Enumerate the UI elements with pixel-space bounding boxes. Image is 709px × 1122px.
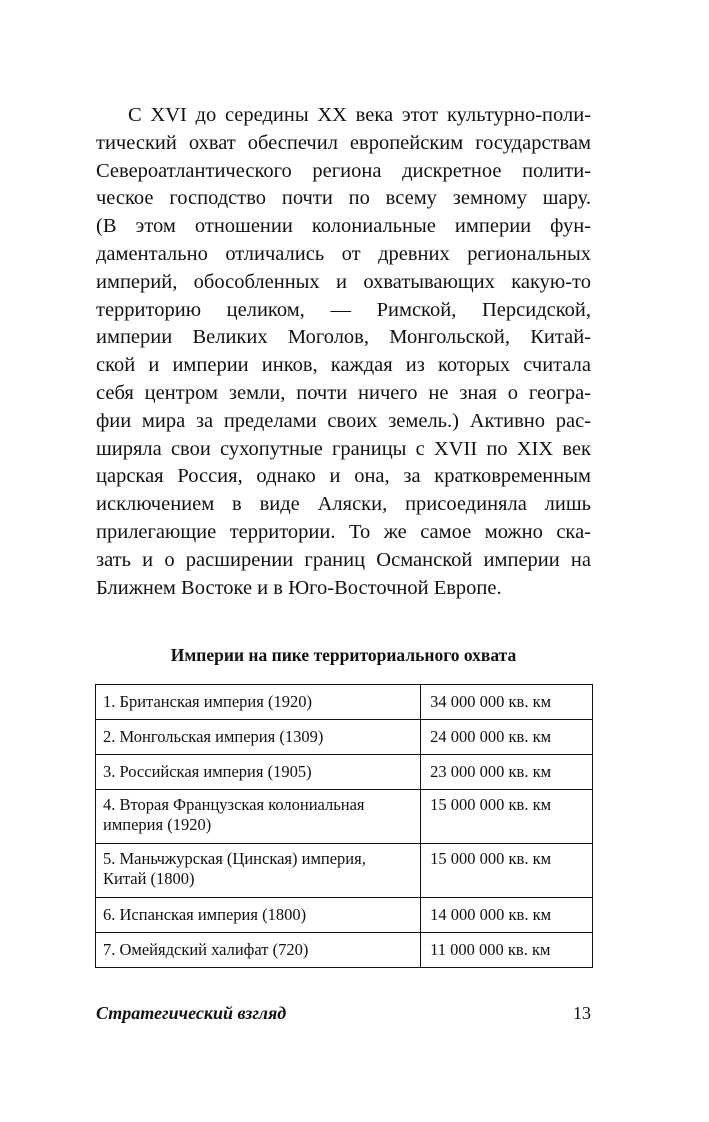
empire-area-cell: 15 000 000 кв. км [421, 844, 593, 898]
paragraph-line: зать и о расширении границ Османской империи на [96, 548, 591, 571]
table-row [96, 790, 593, 844]
empire-name-line: Китай (1800) [103, 869, 195, 888]
empire-name-line: 5. Маньчжурская (Цинская) империя, [103, 849, 366, 868]
paragraph-line: тический охват обеспечил европейским государствам [96, 131, 591, 154]
empire-area-cell: 14 000 000 кв. км [421, 898, 593, 933]
empire-name-line: 4. Вторая Французская колониальная [103, 795, 365, 814]
empire-area-cell: 15 000 000 кв. км [421, 790, 593, 844]
empire-name-cell: 1. Британская империя (1920) [96, 685, 421, 720]
empire-area-cell: 34 000 000 кв. км [421, 685, 593, 720]
paragraph-line: территорию целиком, — Римской, Персидской, [96, 298, 591, 321]
body-paragraph [96, 102, 591, 602]
empire-area-cell: 23 000 000 кв. км [421, 755, 593, 790]
paragraph-line: исключением в виде Аляски, присоединяла лишь [96, 493, 591, 516]
table-row [96, 844, 593, 898]
paragraph-line: Североатлантического региона дискретное полити- [96, 159, 591, 182]
page-footer [96, 1001, 591, 1025]
paragraph-line: (В этом отношении колониальные империи фун- [96, 215, 591, 238]
empire-area-cell: 11 000 000 кв. км [421, 933, 593, 968]
empire-name-cell: 6. Испанская империя (1800) [96, 898, 421, 933]
paragraph-line: даментально отличались от древних региональных [96, 242, 591, 265]
empire-name-cell: 7. Омейядский халифат (720) [96, 933, 421, 968]
table-row [96, 898, 593, 933]
table-row [96, 720, 593, 755]
table-title: Империи на пике территориального охвата [170, 645, 517, 665]
paragraph-line: царская Россия, однако и она, за кратковременным [96, 465, 591, 488]
table-row [96, 755, 593, 790]
paragraph-line: ской и империи инков, каждая из которых считала [96, 354, 591, 377]
paragraph-line: империи Великих Моголов, Монгольской, Китай- [96, 326, 591, 349]
table-row [96, 685, 593, 720]
paragraph-line: Ближнем Востоке и в Юго-Восточной Европе. [96, 576, 502, 599]
paragraph-line: себя центром земли, почти ничего не зная о геогра- [96, 381, 591, 404]
empire-name-cell [96, 790, 421, 844]
paragraph-line: прилегающие территории. То же самое можно ска- [96, 520, 591, 543]
empire-name-cell: 3. Российская империя (1905) [96, 755, 421, 790]
page-number: 13 [573, 1003, 591, 1023]
empire-name-line: империя (1920) [103, 815, 212, 834]
table-row [96, 933, 593, 968]
paragraph-line: С XVI до середины XX века этот культурно-поли- [128, 104, 591, 126]
paragraph-line: ческое господство почти по всему земному шару. [96, 187, 591, 210]
paragraph-line: фии мира за пределами своих земель.) Активно рас- [96, 409, 591, 432]
paragraph-line: ширяла свои сухопутные границы с XVII по XIX век [96, 437, 591, 460]
empires-table [95, 684, 593, 968]
paragraph-line: империй, обособленных и охватывающих какую-то [96, 270, 591, 293]
empire-name-cell: 2. Монгольская империя (1309) [96, 720, 421, 755]
running-title: Стратегический взгляд [96, 1003, 287, 1023]
empire-name-cell [96, 844, 421, 898]
empire-area-cell: 24 000 000 кв. км [421, 720, 593, 755]
